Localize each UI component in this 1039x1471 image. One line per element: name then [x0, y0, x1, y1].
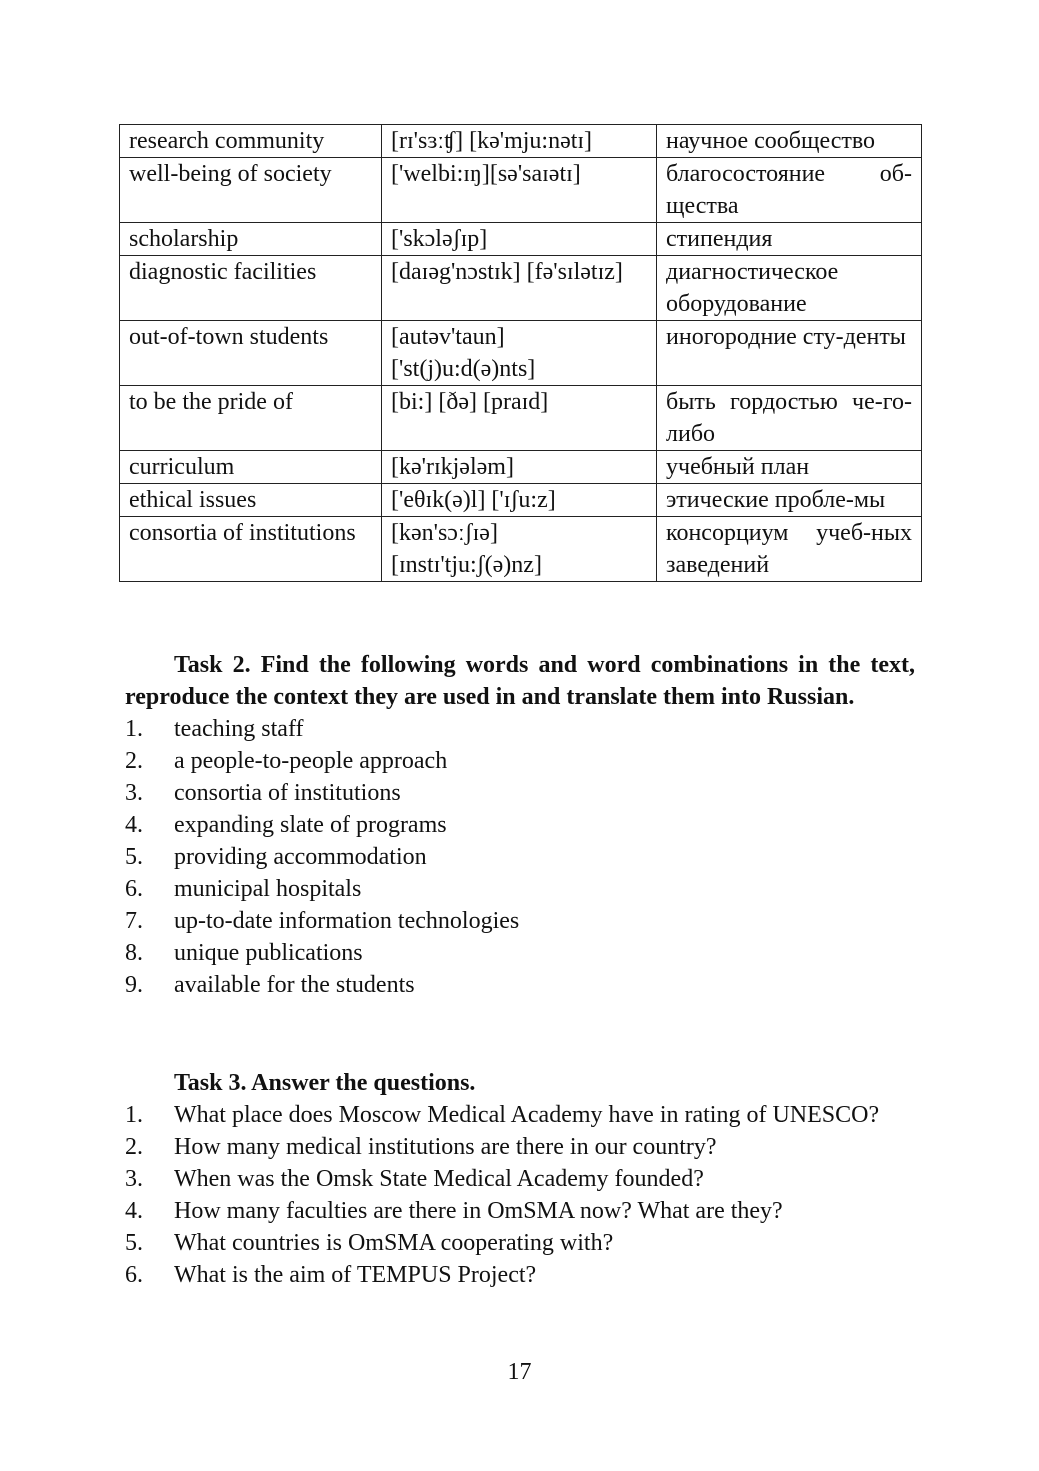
list-item [125, 713, 915, 745]
list-number: 6. [125, 876, 143, 902]
list-item [125, 1227, 915, 1259]
list-number: 9. [125, 972, 143, 998]
list-item [125, 777, 915, 809]
vocabulary-table [119, 124, 922, 582]
translation-cell: стипендия [657, 223, 922, 256]
list-item [125, 937, 915, 969]
term-cell: well-being of society [120, 158, 382, 223]
list-item [125, 905, 915, 937]
list-item [125, 1259, 915, 1291]
transcription-cell: [rɪ'sɜːʧ] [kə'mju:nətɪ] [382, 125, 657, 158]
list-item [125, 1131, 915, 1163]
list-number: 3. [125, 780, 143, 806]
table-row [120, 517, 922, 582]
list-item-text: How many faculties are there in OmSMA now? What are they? [174, 1198, 783, 1224]
list-item [125, 969, 915, 1001]
term-cell: research community [120, 125, 382, 158]
task-3-heading: Task 3. Answer the questions. [174, 1070, 476, 1096]
list-number: 4. [125, 812, 143, 838]
list-number: 8. [125, 940, 143, 966]
task-3-section [125, 1067, 915, 1291]
table-row [120, 256, 922, 321]
term-cell: out-of-town students [120, 321, 382, 386]
list-item [125, 873, 915, 905]
translation-cell: благосостояние об-щества [657, 158, 922, 223]
list-item-text: How many medical institutions are there in our country? [174, 1134, 717, 1160]
term-cell: ethical issues [120, 484, 382, 517]
transcription-cell: ['skɔləʃɪp] [382, 223, 657, 256]
list-item [125, 841, 915, 873]
table-row [120, 125, 922, 158]
translation-cell: этические пробле-мы [657, 484, 922, 517]
transcription-cell: [kən'sɔːʃɪə] [ɪnstɪ'tju:ʃ(ə)nz] [382, 517, 657, 582]
table-row [120, 451, 922, 484]
task-2-list [125, 713, 915, 1001]
list-item [125, 1195, 915, 1227]
translation-cell: учебный план [657, 451, 922, 484]
list-item-text: teaching staff [174, 716, 304, 742]
list-number: 2. [125, 748, 143, 774]
term-cell: consortia of institutions [120, 517, 382, 582]
task-3-list [125, 1099, 915, 1291]
translation-cell: иногородние сту-денты [657, 321, 922, 386]
list-item [125, 809, 915, 841]
list-item-text: expanding slate of programs [174, 812, 447, 838]
list-number: 1. [125, 716, 143, 742]
list-number: 4. [125, 1198, 143, 1224]
list-number: 5. [125, 844, 143, 870]
list-item-text: available for the students [174, 972, 415, 998]
list-item-text: consortia of institutions [174, 780, 401, 806]
list-number: 6. [125, 1262, 143, 1288]
transcription-cell: ['welbi:ɪŋ][sə'saɪətɪ] [382, 158, 657, 223]
transcription-cell: [kə'rɪkjələm] [382, 451, 657, 484]
list-item-text: What is the aim of TEMPUS Project? [174, 1262, 537, 1288]
list-number: 2. [125, 1134, 143, 1160]
transcription-cell: [bi:] [ðə] [praɪd] [382, 386, 657, 451]
list-item-text: What place does Moscow Medical Academy have in rating of UNESCO? [174, 1102, 880, 1128]
list-number: 7. [125, 908, 143, 934]
translation-cell: быть гордостью че-го-либо [657, 386, 922, 451]
list-item-text: municipal hospitals [174, 876, 362, 902]
list-number: 3. [125, 1166, 143, 1192]
table-row [120, 158, 922, 223]
transcription-cell: [daɪəg'nɔstɪk] [fə'sɪlətɪz] [382, 256, 657, 321]
table-row [120, 386, 922, 451]
translation-cell: диагностическое оборудование [657, 256, 922, 321]
list-number: 1. [125, 1102, 143, 1128]
list-number: 5. [125, 1230, 143, 1256]
list-item [125, 745, 915, 777]
term-cell: curriculum [120, 451, 382, 484]
list-item [125, 1163, 915, 1195]
list-item-text: When was the Omsk State Medical Academy founded? [174, 1166, 704, 1192]
table-row [120, 484, 922, 517]
transcription-cell: ['eθɪk(ə)l] ['ɪʃu:z] [382, 484, 657, 517]
transcription-cell: [autəv'taun] ['st(j)u:d(ə)nts] [382, 321, 657, 386]
term-cell: to be the pride of [120, 386, 382, 451]
list-item-text: up-to-date information technologies [174, 908, 520, 934]
translation-cell: консорциум учеб-ных заведений [657, 517, 922, 582]
table-row [120, 321, 922, 386]
term-cell: scholarship [120, 223, 382, 256]
list-item [125, 1099, 915, 1131]
list-item-text: a people-to-people approach [174, 748, 448, 774]
list-item-text: unique publications [174, 940, 363, 966]
list-item-text: What countries is OmSMA cooperating with? [174, 1230, 614, 1256]
term-cell: diagnostic facilities [120, 256, 382, 321]
task-2-section [125, 649, 915, 1001]
table-row [120, 223, 922, 256]
translation-cell: научное сообщество [657, 125, 922, 158]
list-item-text: providing accommodation [174, 844, 427, 870]
task-2-heading: Task 2. Find the following words and word combinations in the text, reproduce the context they are used in and translate them into Russian. [125, 652, 915, 710]
page-number: 17 [507, 1359, 532, 1385]
